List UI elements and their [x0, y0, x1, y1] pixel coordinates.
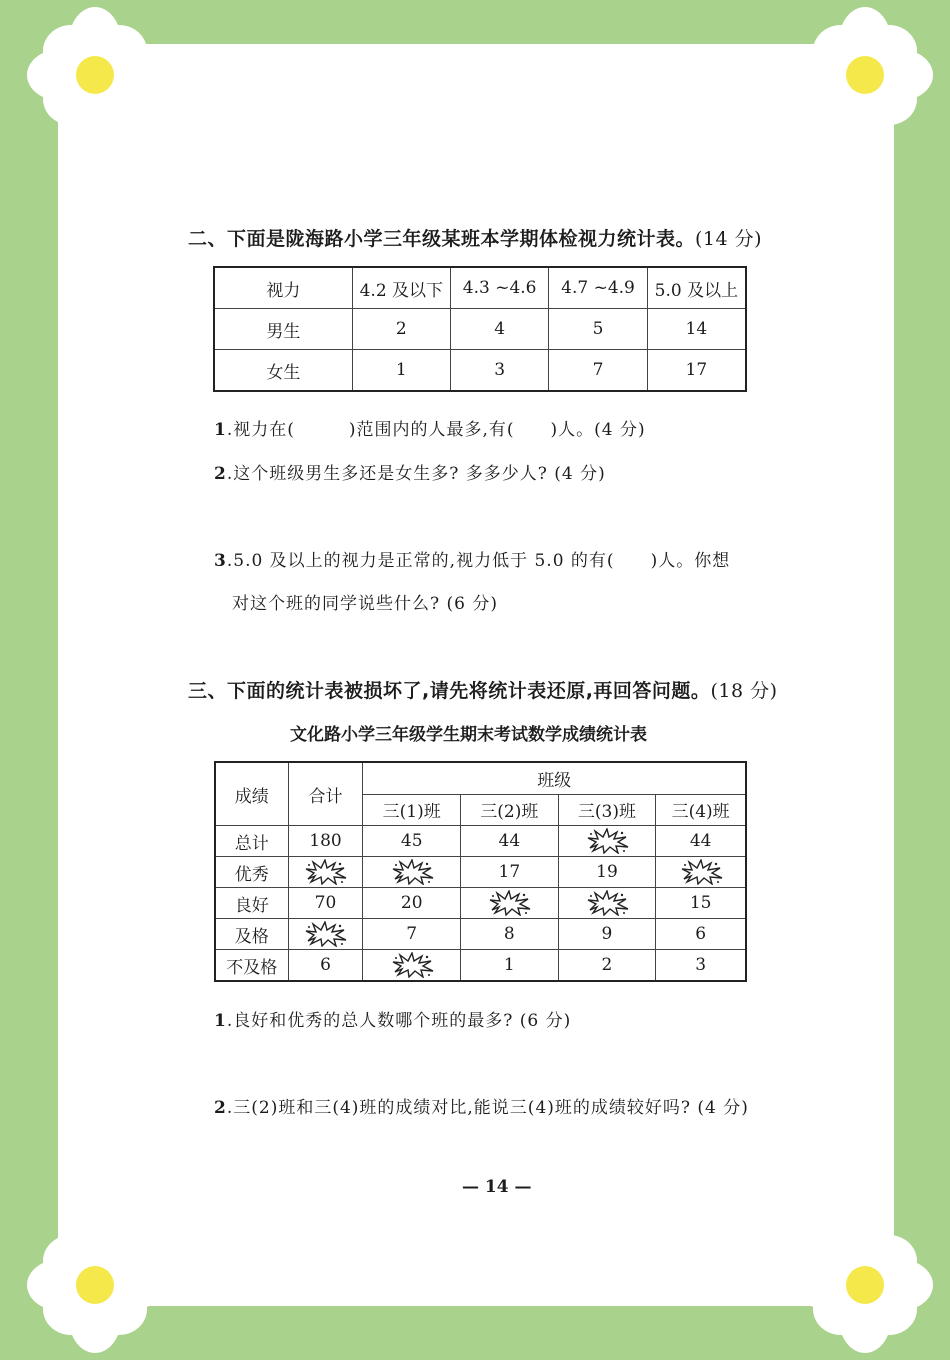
header-cell: 三(2)班 — [461, 794, 559, 826]
table-cell: 3 — [450, 350, 548, 392]
header-cell: 合计 — [288, 762, 363, 826]
damaged-cell — [461, 888, 559, 919]
table-cell: 19 — [558, 857, 656, 888]
table-cell: 1 — [352, 350, 450, 392]
table-cell: 2 — [558, 950, 656, 982]
grade-table-title: 文化路小学三年级学生期末考试数学成绩统计表 — [290, 725, 647, 745]
table-cell: 45 — [363, 826, 461, 857]
ink-splat-icon — [584, 893, 630, 913]
table-cell: 15 — [656, 888, 746, 919]
table-cell: 4 — [450, 309, 548, 350]
question-2-3-cont: 对这个班的同学说些什么? (6 分) — [232, 594, 499, 614]
table-cell: 6 — [656, 919, 746, 950]
table-row — [215, 919, 746, 950]
table-row — [215, 857, 746, 888]
table-cell: 7 — [549, 350, 647, 392]
section3-score: (18 分) — [710, 680, 778, 702]
header-cell: 4.3 ~4.6 — [450, 267, 548, 309]
header-cell: 三(4)班 — [656, 794, 746, 826]
ink-splat-icon — [486, 893, 532, 913]
table-row — [215, 888, 746, 919]
header-cell: 5.0 及以上 — [647, 267, 746, 309]
damaged-cell — [558, 888, 656, 919]
table-cell: 3 — [656, 950, 746, 982]
table-cell: 17 — [461, 857, 559, 888]
section2-heading — [188, 224, 762, 251]
header-cell: 三(1)班 — [363, 794, 461, 826]
section3-heading — [188, 676, 777, 703]
question-2-3: 3.5.0 及以上的视力是正常的,视力低于 5.0 的有( )人。你想 — [214, 551, 731, 571]
table-cell: 17 — [647, 350, 746, 392]
grade-stats-table — [214, 761, 747, 982]
ink-splat-icon — [302, 862, 348, 882]
damaged-cell — [363, 950, 461, 982]
daisy-flower-icon — [790, 1210, 940, 1360]
table-cell: 14 — [647, 309, 746, 350]
daisy-flower-icon — [790, 0, 940, 150]
question-2-1: 1.视力在( )范围内的人最多,有( )人。(4 分) — [214, 420, 646, 440]
damaged-cell — [363, 857, 461, 888]
table-cell: 1 — [461, 950, 559, 982]
section2-score: (14 分) — [695, 228, 763, 250]
row-label: 不及格 — [215, 950, 288, 982]
table-cell: 5 — [549, 309, 647, 350]
row-label: 优秀 — [215, 857, 288, 888]
table-header-row — [215, 762, 746, 794]
table-row — [214, 309, 746, 350]
header-cell-group: 班级 — [363, 762, 746, 794]
question-2-2: 2.这个班级男生多还是女生多? 多多少人? (4 分) — [214, 464, 606, 484]
damaged-cell — [558, 826, 656, 857]
table-cell: 70 — [288, 888, 363, 919]
ink-splat-icon — [389, 862, 435, 882]
row-label: 男生 — [214, 309, 352, 350]
table-cell: 6 — [288, 950, 363, 982]
row-label: 良好 — [215, 888, 288, 919]
table-row — [215, 826, 746, 857]
table-cell: 180 — [288, 826, 363, 857]
vision-stats-table — [213, 266, 747, 392]
section2-title: 二、下面是陇海路小学三年级某班本学期体检视力统计表。 — [188, 228, 696, 250]
header-cell: 三(3)班 — [558, 794, 656, 826]
header-cell: 4.2 及以下 — [352, 267, 450, 309]
ink-splat-icon — [389, 955, 435, 975]
table-cell: 44 — [656, 826, 746, 857]
table-cell: 44 — [461, 826, 559, 857]
header-cell: 成绩 — [215, 762, 288, 826]
ink-splat-icon — [302, 924, 348, 944]
table-cell: 2 — [352, 309, 450, 350]
page-number: — 14 — — [462, 1177, 532, 1197]
table-header-row — [214, 267, 746, 309]
damaged-cell — [656, 857, 746, 888]
row-label: 女生 — [214, 350, 352, 392]
table-cell: 9 — [558, 919, 656, 950]
daisy-flower-icon — [20, 1210, 170, 1360]
table-cell: 8 — [461, 919, 559, 950]
section3-title: 三、下面的统计表被损坏了,请先将统计表还原,再回答问题。 — [188, 680, 711, 702]
table-row — [214, 350, 746, 392]
header-cell: 视力 — [214, 267, 352, 309]
question-3-1: 1.良好和优秀的总人数哪个班的最多? (6 分) — [214, 1011, 572, 1031]
damaged-cell — [288, 857, 363, 888]
damaged-cell — [288, 919, 363, 950]
question-3-2: 2.三(2)班和三(4)班的成绩对比,能说三(4)班的成绩较好吗? (4 分) — [214, 1098, 749, 1118]
ink-splat-icon — [678, 862, 724, 882]
table-cell: 7 — [363, 919, 461, 950]
row-label: 总计 — [215, 826, 288, 857]
daisy-flower-icon — [20, 0, 170, 150]
table-row — [215, 950, 746, 982]
header-cell: 4.7 ~4.9 — [549, 267, 647, 309]
row-label: 及格 — [215, 919, 288, 950]
ink-splat-icon — [584, 831, 630, 851]
table-cell: 20 — [363, 888, 461, 919]
